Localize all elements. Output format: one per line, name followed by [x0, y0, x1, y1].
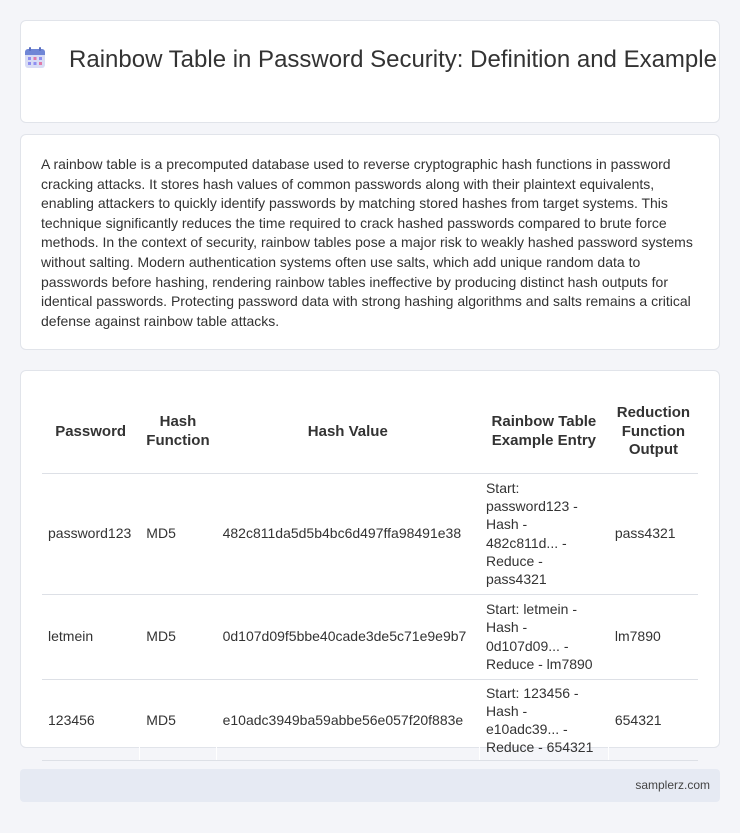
cell-rainbow-entry: Start: 123456 - Hash - e10adc39... - Reduce - 654321	[479, 679, 608, 761]
column-header-hash-function: Hash Function	[140, 391, 216, 473]
title-card	[20, 20, 720, 123]
intro-paragraph: A rainbow table is a precomputed database used to reverse cryptographic hash functions in password cracking attacks. It stores hash values of common passwords along with their plaintext equivalents, enabling attackers to quickly identify passwords by matching stored hashes from target systems. This technique significantly reduces the time required to crack hashed passwords compared to brute force methods. In the context of security, rainbow tables pose a major risk to weakly hashed password systems without salting. Modern authentication systems often use salts, which add unique random data to passwords before hashing, rendering rainbow tables ineffective by producing distinct hash outputs for identical passwords. Protecting password data with strong hashing algorithms and salts remains a critical defense against rainbow table attacks.	[41, 156, 693, 329]
cell-password: 123456	[42, 679, 140, 761]
cell-reduction-output: 654321	[608, 679, 698, 761]
cell-hash-function: MD5	[140, 473, 216, 594]
table-header-row	[42, 391, 698, 473]
footer-bar	[20, 769, 720, 802]
column-header-rainbow-entry: Rainbow Table Example Entry	[479, 391, 608, 473]
page-title	[21, 45, 719, 74]
cell-hash-value: e10adc3949ba59abbe56e057f20f883e	[216, 679, 479, 761]
intro-card	[20, 134, 720, 350]
table-row	[42, 679, 698, 761]
column-header-reduction-output: Reduction Function Output	[608, 391, 698, 473]
calendar-icon	[23, 46, 47, 70]
cell-rainbow-entry: Start: letmein - Hash - 0d107d09... - Reduce - lm7890	[479, 594, 608, 679]
cell-reduction-output: lm7890	[608, 594, 698, 679]
page-title-text: Rainbow Table in Password Security: Definition and Example	[69, 46, 717, 73]
rainbow-table	[42, 391, 698, 761]
cell-hash-value: 482c811da5d5b4bc6d497ffa98491e38	[216, 473, 479, 594]
column-header-hash-value: Hash Value	[216, 391, 479, 473]
cell-hash-value: 0d107d09f5bbe40cade3de5c71e9e9b7	[216, 594, 479, 679]
table-row	[42, 473, 698, 594]
cell-hash-function: MD5	[140, 679, 216, 761]
cell-hash-function: MD5	[140, 594, 216, 679]
footer-site-link[interactable]: samplerz.com	[635, 778, 710, 792]
cell-rainbow-entry: Start: password123 - Hash - 482c811d... - Reduce - pass4321	[479, 473, 608, 594]
cell-reduction-output: pass4321	[608, 473, 698, 594]
cell-password: password123	[42, 473, 140, 594]
cell-password: letmein	[42, 594, 140, 679]
table-row	[42, 594, 698, 679]
table-card	[20, 370, 720, 756]
column-header-password: Password	[42, 391, 140, 473]
